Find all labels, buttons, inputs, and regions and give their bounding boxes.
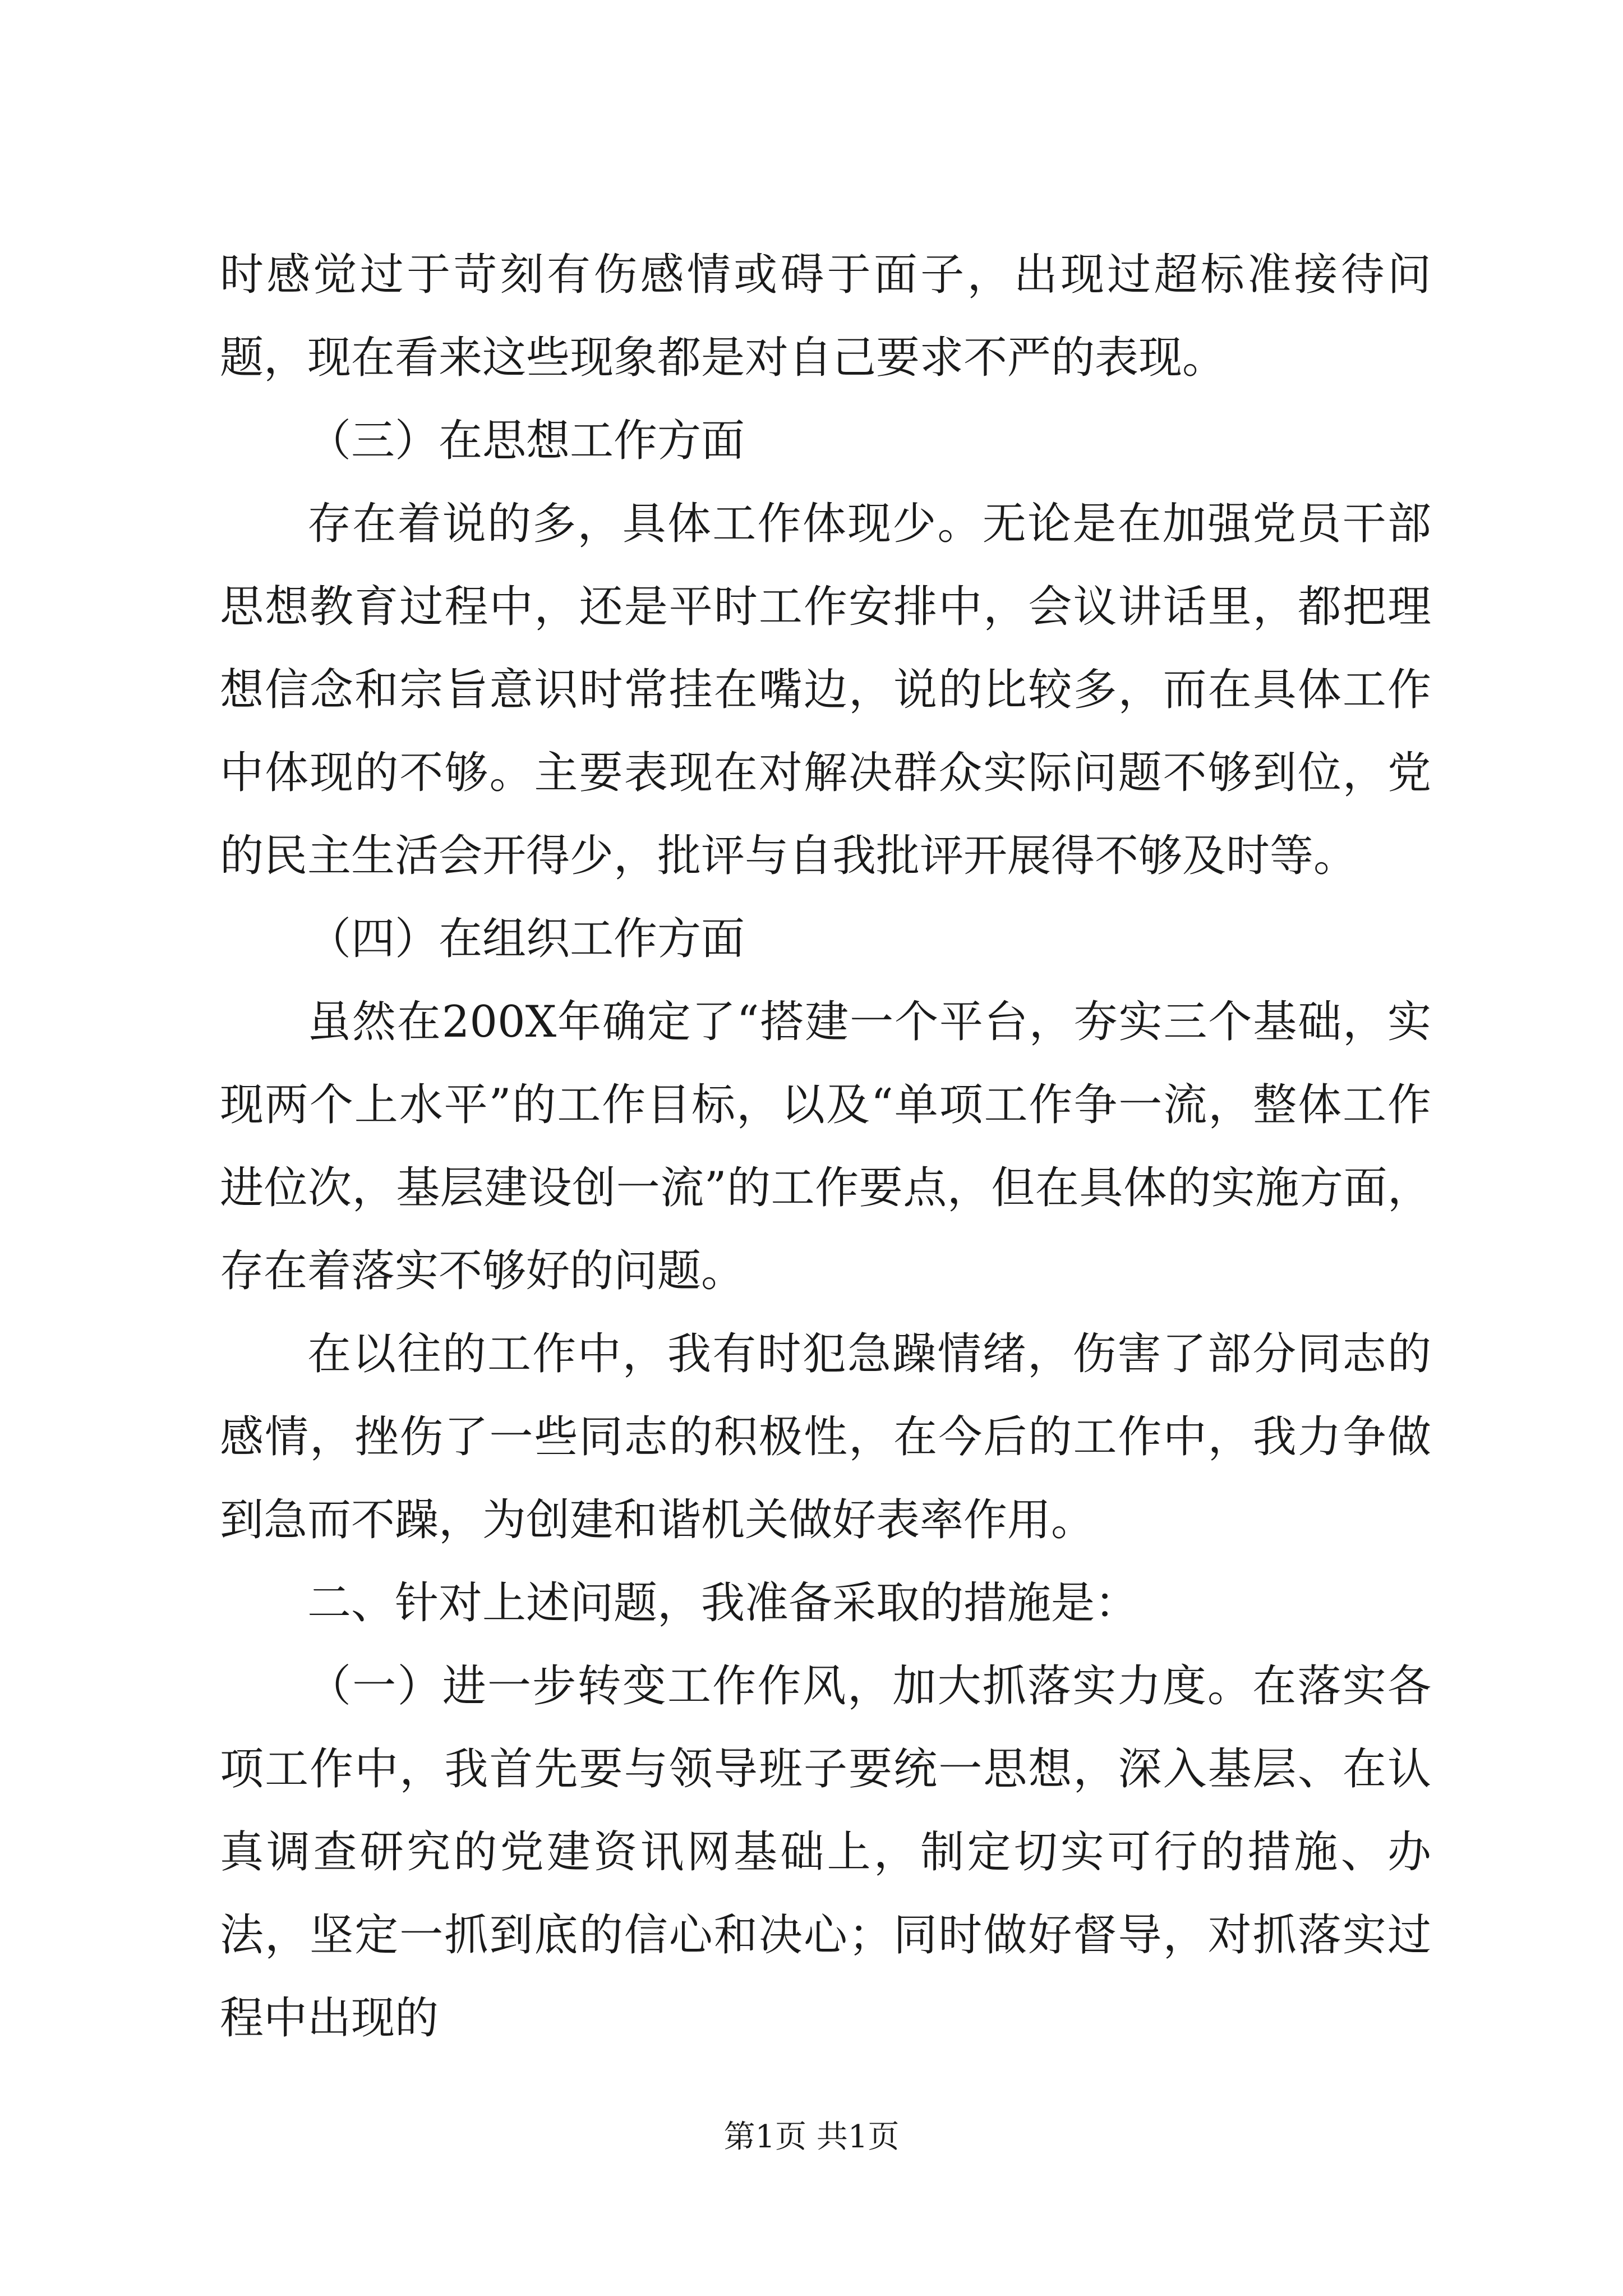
- page-number-label: 第1页 共1页: [723, 2119, 900, 2155]
- paragraph-continuation: 时感觉过于苛刻有伤感情或碍于面子，出现过超标准接待问题，现在看来这些现象都是对自己要求不严的表现。: [220, 250, 1431, 383]
- paragraph-organization-work: 虽然在200X年确定了“搭建一个平台，夯实三个基础，实现两个上水平”的工作目标，以及“单项工作争一流，整体工作进位次，基层建设创一流”的工作要点，但在具体的实施方面，存在着落实不够好的问题。: [220, 997, 1431, 1296]
- document-body: [220, 233, 1431, 2060]
- page-footer: [0, 2115, 1623, 2160]
- section-heading-measures: 二、针对上述问题，我准备采取的措施是：: [307, 1578, 1139, 1628]
- section-heading-four: （四）在组织工作方面: [307, 914, 745, 964]
- section-heading-three: （三）在思想工作方面: [307, 416, 745, 466]
- paragraph-measure-one: （一）进一步转变工作作风，加大抓落实力度。在落实各项工作中，我首先要与领导班子要统一思想，深入基层、在认真调查研究的党建资讯网基础上，制定切实可行的措施、办法，坚定一抓到底的信心和决心；同时做好督导，对抓落实过程中出现的: [220, 1661, 1431, 2044]
- paragraph-ideology-work: 存在着说的多，具体工作体现少。无论是在加强党员干部思想教育过程中，还是平时工作安排中，会议讲话里，都把理想信念和宗旨意识时常挂在嘴边，说的比较多，而在具体工作中体现的不够。主要表现在对解决群众实际问题不够到位，党的民主生活会开得少，批评与自我批评开展得不够及时等。: [220, 499, 1431, 881]
- paragraph-self-criticism: 在以往的工作中，我有时犯急躁情绪，伤害了部分同志的感情，挫伤了一些同志的积极性，在今后的工作中，我力争做到急而不躁，为创建和谐机关做好表率作用。: [220, 1329, 1431, 1545]
